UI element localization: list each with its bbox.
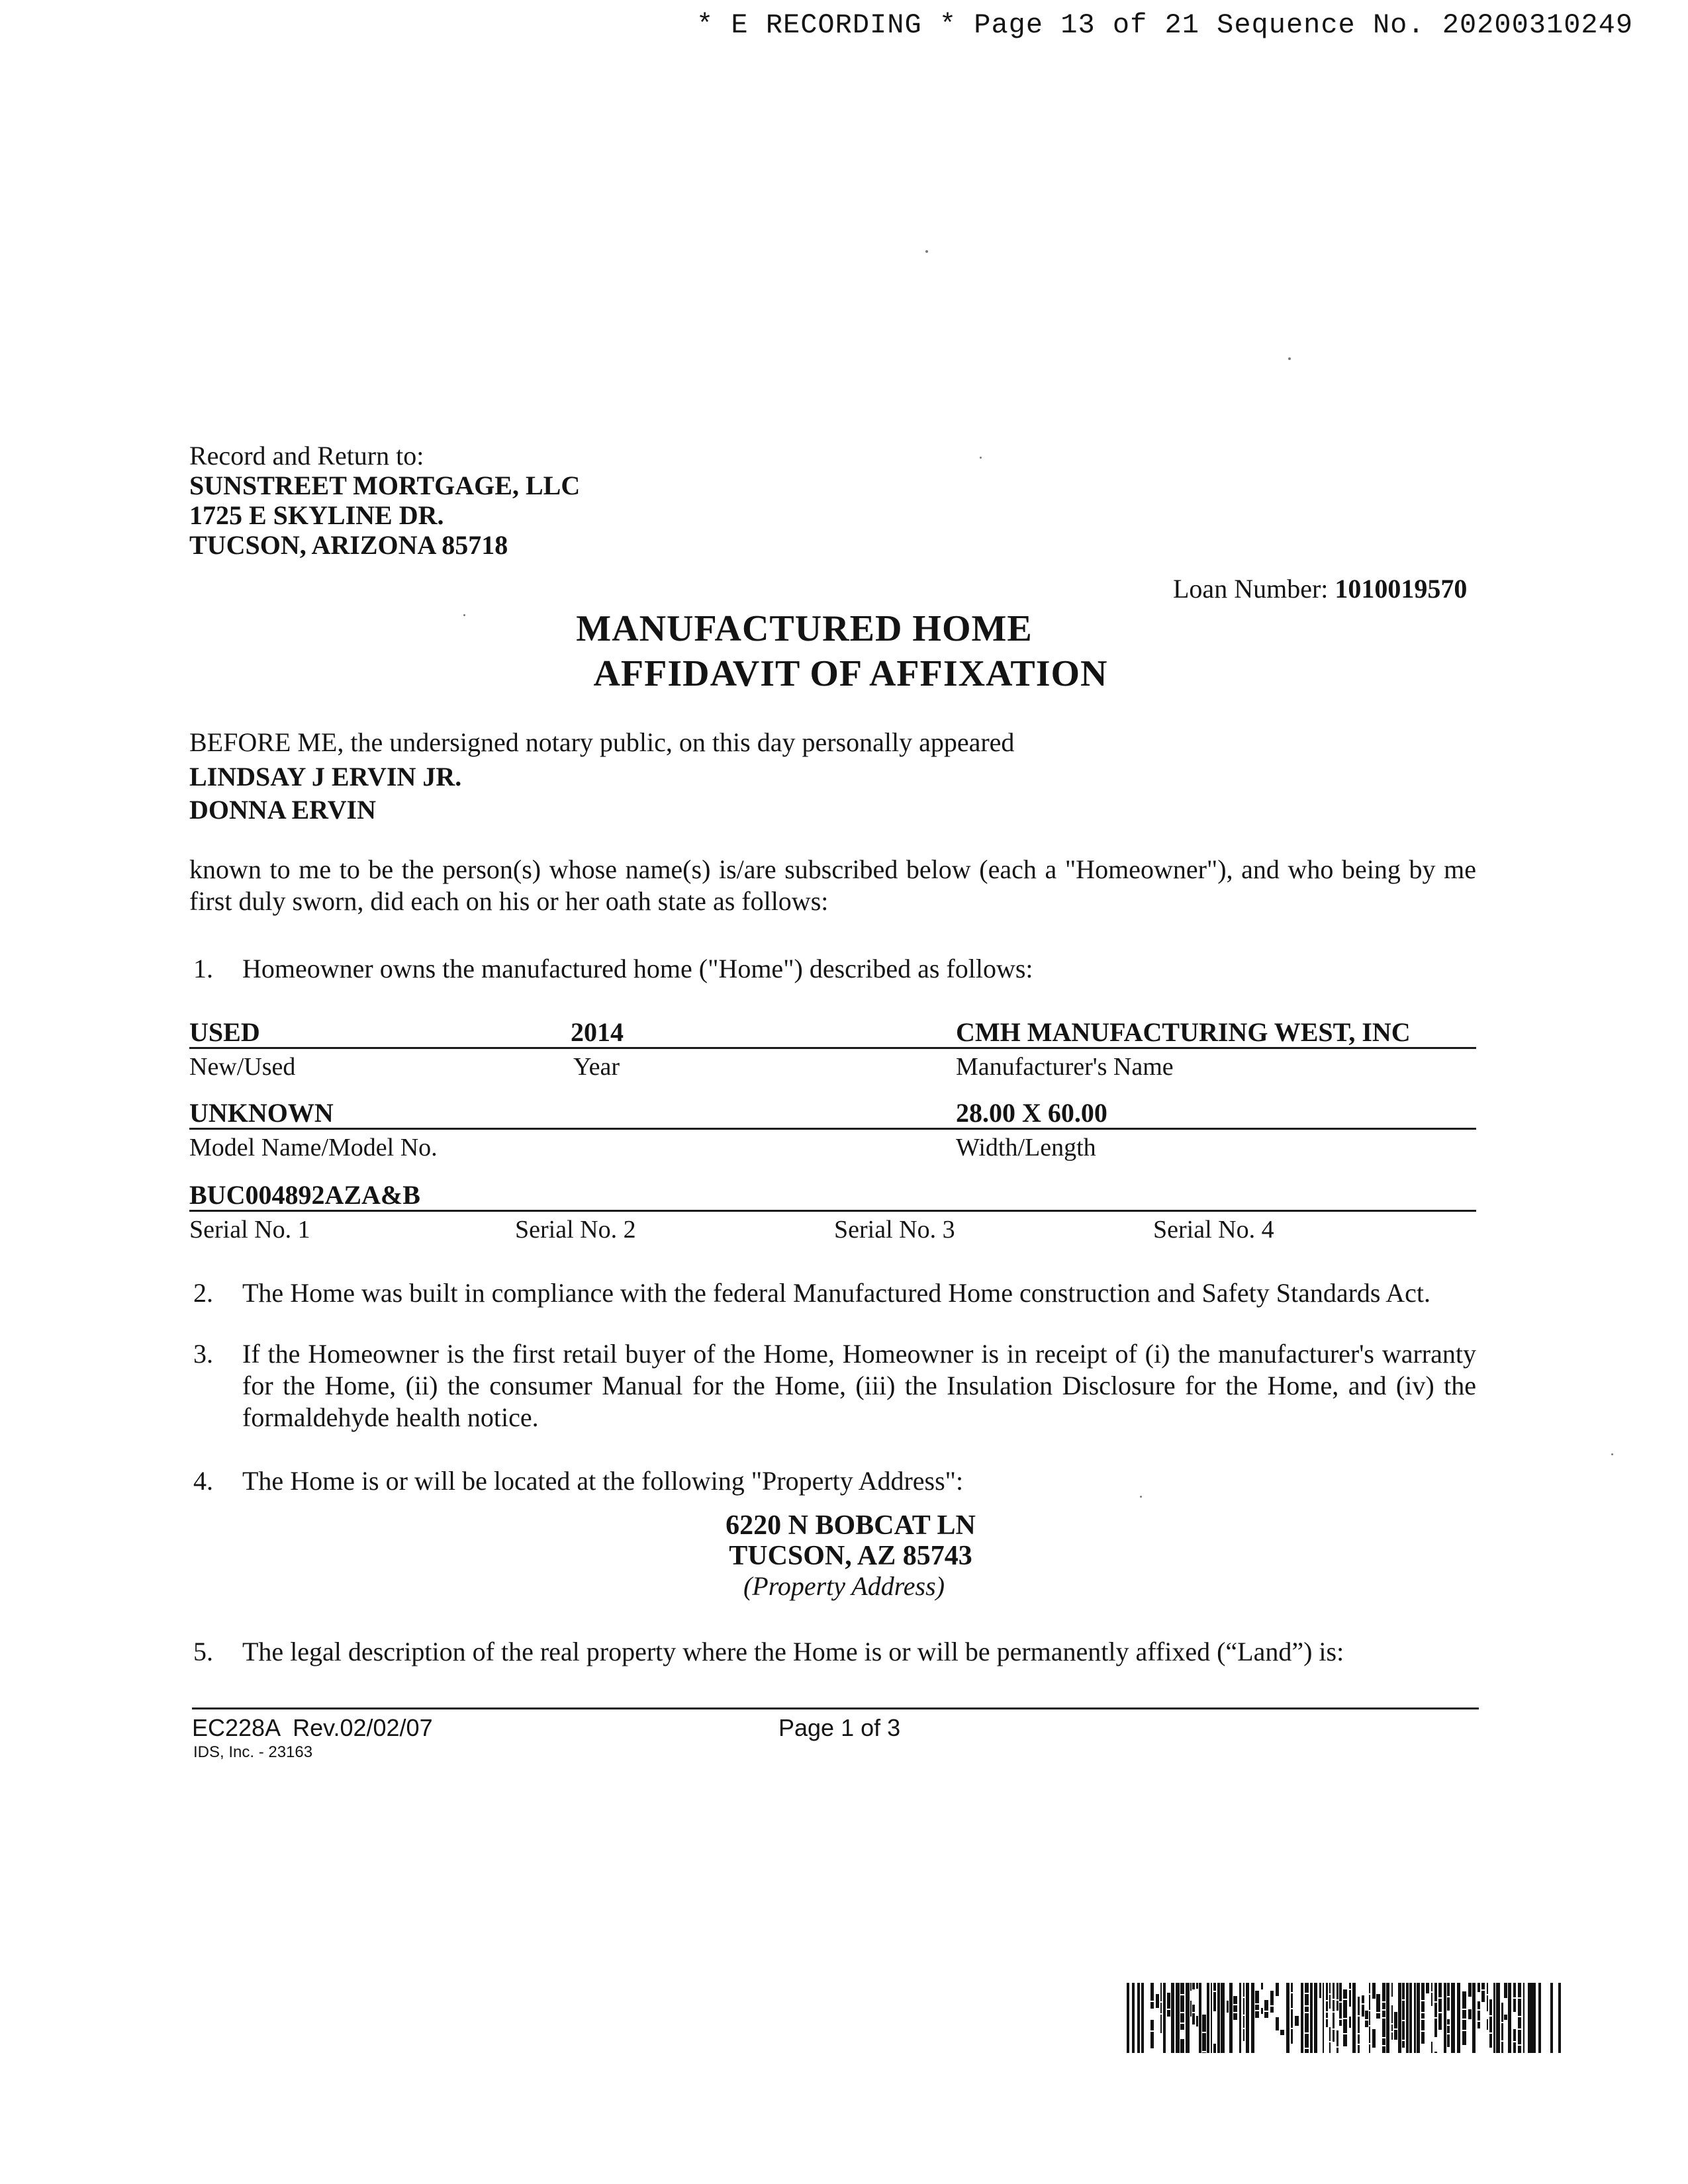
- model-label: Model Name/Model No.: [189, 1134, 438, 1161]
- manufacturer-value: CMH MANUFACTURING WEST, INC: [956, 1017, 1411, 1047]
- item-text-5: The legal description of the real property where the Home is or will be permanently affixed (“Land”) is:: [242, 1637, 1344, 1666]
- barcode-image: [1127, 1983, 1565, 2053]
- scan-speck: [980, 457, 982, 459]
- item-text-3: If the Homeowner is the first retail buyer of the Home, Homeowner is in receipt of (i) the manufacturer's warranty for the Home, (ii) the consumer Manual for the Home, (iii) the Insulation Disclosure for the Home, and (iv) the formaldehyde health notice.: [242, 1339, 1476, 1432]
- vendor-id: IDS, Inc. - 23163: [193, 1743, 313, 1761]
- recording-header: * E RECORDING * Page 13 of 21 Sequence No. 20200310249: [696, 9, 1634, 41]
- year-value: 2014: [571, 1017, 624, 1047]
- document-title-line-2: AFFIDAVIT OF AFFIXATION: [593, 653, 1108, 694]
- item-number-1: 1.: [193, 954, 213, 983]
- property-address-line-2: TUCSON, AZ 85743: [729, 1541, 972, 1571]
- manufacturer-label: Manufacturer's Name: [956, 1053, 1174, 1081]
- item-text-4: The Home is or will be located at the following "Property Address":: [242, 1466, 964, 1496]
- serial-2-label: Serial No. 2: [515, 1216, 636, 1244]
- loan-number-line: [1173, 573, 1467, 604]
- serial-1-value: BUC004892AZA&B: [189, 1180, 420, 1210]
- year-label: Year: [573, 1053, 620, 1081]
- loan-number-label: Loan Number:: [1173, 574, 1329, 604]
- item-number-4: 4.: [193, 1466, 213, 1496]
- serial-4-label: Serial No. 4: [1153, 1216, 1274, 1244]
- oath-paragraph: known to me to be the person(s) whose name(s) is/are subscribed below (each a "Homeowner"), and who being by me first duly sworn, did each on his or her oath state as follows:: [189, 854, 1476, 916]
- record-and-return-block: [189, 441, 580, 560]
- item-number-5: 5.: [193, 1637, 213, 1666]
- document-title-line-1: MANUFACTURED HOME: [576, 608, 1033, 649]
- homeowner-name-2: DONNA ERVIN: [189, 795, 376, 825]
- serial-1-label: Serial No. 1: [189, 1216, 310, 1244]
- item-text-2: The Home was built in compliance with the federal Manufactured Home construction and Safety Standards Act.: [242, 1278, 1431, 1308]
- item-number-2: 2.: [193, 1278, 213, 1308]
- return-city-state-zip: TUCSON, ARIZONA 85718: [189, 530, 508, 560]
- row-2-rule: [189, 1128, 1476, 1130]
- form-id: EC228A Rev.02/02/07: [192, 1714, 433, 1741]
- property-address-line-1: 6220 N BOBCAT LN: [726, 1510, 976, 1541]
- dimensions-label: Width/Length: [956, 1134, 1096, 1161]
- homeowner-name-1: LINDSAY J ERVIN JR.: [189, 762, 462, 792]
- footer-rule: [192, 1707, 1479, 1709]
- return-to-label: Record and Return to:: [189, 441, 424, 471]
- scan-speck: [1288, 357, 1291, 360]
- dimensions-value: 28.00 X 60.00: [956, 1098, 1107, 1128]
- serial-3-label: Serial No. 3: [834, 1216, 955, 1244]
- loan-number-value: 1010019570: [1335, 574, 1468, 604]
- new-used-value: USED: [189, 1017, 260, 1047]
- scan-speck: [925, 250, 928, 253]
- scan-speck: [1140, 1496, 1142, 1498]
- new-used-label: New/Used: [189, 1053, 296, 1081]
- item-number-3: 3.: [193, 1339, 213, 1369]
- model-value: UNKNOWN: [189, 1098, 334, 1128]
- property-address-caption: (Property Address): [743, 1571, 945, 1601]
- notary-intro: BEFORE ME, the undersigned notary public, on this day personally appeared: [189, 727, 1015, 757]
- item-text-1: Homeowner owns the manufactured home ("Home") described as follows:: [242, 954, 1033, 983]
- property-address-block: [0, 1510, 1688, 1602]
- page-number: Page 1 of 3: [778, 1714, 901, 1741]
- scan-speck: [1611, 1453, 1613, 1455]
- scan-speck: [463, 614, 465, 616]
- return-company: SUNSTREET MORTGAGE, LLC: [189, 471, 581, 500]
- row-1-rule: [189, 1047, 1476, 1049]
- return-street: 1725 E SKYLINE DR.: [189, 500, 444, 530]
- row-3-rule: [189, 1210, 1476, 1212]
